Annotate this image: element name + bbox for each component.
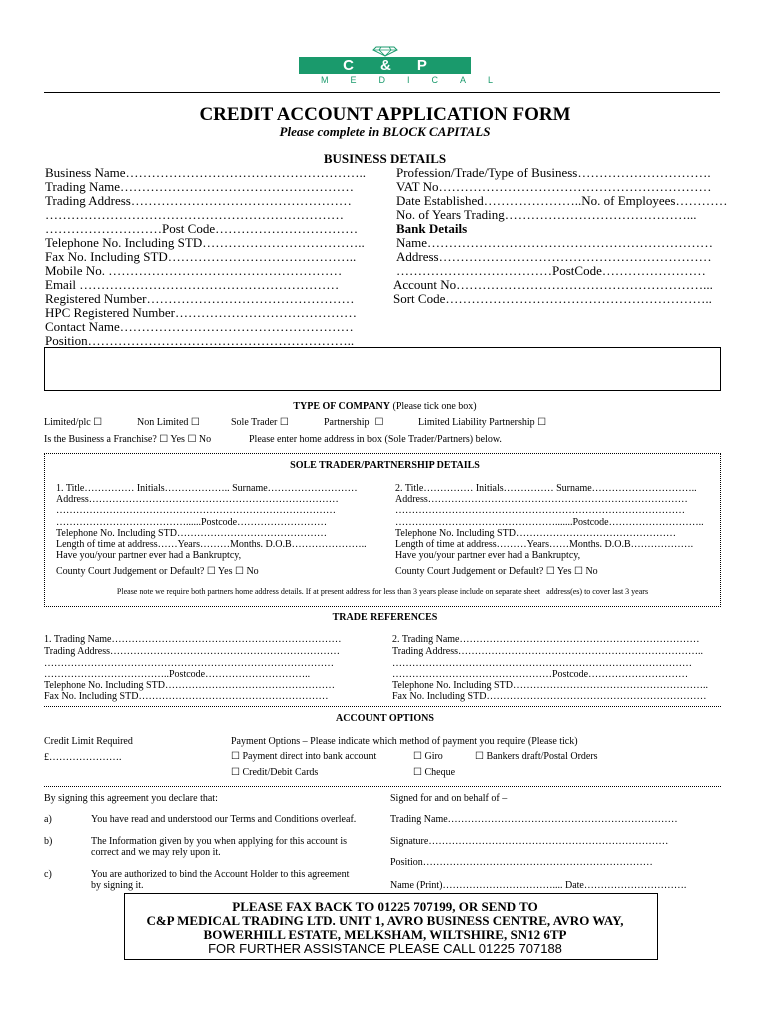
option-label: Giro <box>424 751 443 762</box>
home-address-note: Please enter home address in box (Sole Trader/Partners) below. <box>249 434 502 445</box>
checkbox-icon[interactable]: ☐ <box>206 566 216 577</box>
option-label: Partnership <box>324 417 370 428</box>
fax-back-line: PLEASE FAX BACK TO 01225 707199, OR SEND TO <box>232 899 538 914</box>
type-of-company-heading <box>0 402 770 412</box>
sort-code-field[interactable]: Sort Code…………………………………………………….. <box>393 291 712 306</box>
registered-number-field[interactable]: Registered Number………………………………………… <box>45 291 355 306</box>
assistance-phone-line: FOR FURTHER ASSISTANCE PLEASE CALL 01225 707188 <box>208 941 562 956</box>
sign-trading-name-field[interactable]: Trading Name…………………………………………………………… <box>390 814 678 825</box>
partner1-name-field[interactable]: 1. Title…………… Initials……………….. Surname……………………… <box>56 483 358 494</box>
checkbox-icon[interactable]: ☐ <box>93 417 103 428</box>
ref2-address-line2-field[interactable]: ……………………………………………………………………………… <box>392 658 692 669</box>
declaration-letter: b) <box>44 836 53 847</box>
option-label: Limited/plc <box>44 417 91 428</box>
position-field[interactable]: Position…………………………………………………….. <box>45 333 355 348</box>
partner2-length-dob-field[interactable]: Length of time at address………Years……Months. D.O.B………………. <box>395 539 694 550</box>
address-history-note: Please note we require both partners home address details. If at present address for less than 3 years please include on separate sheet address(es) to cover last 3 years <box>116 587 649 596</box>
type-of-company-note: (Please tick one box) <box>392 401 477 412</box>
option-label: Non Limited <box>137 417 189 428</box>
option-limited-plc[interactable] <box>44 418 102 428</box>
option-label: Credit/Debit Cards <box>242 767 319 778</box>
no-label: No <box>246 566 259 577</box>
option-partnership[interactable] <box>324 418 384 428</box>
ref2-postcode-field[interactable]: …………………………………………Postcode………………………… <box>392 669 689 680</box>
declaration-text: You are authorized to bind the Account Holder to this agreement <box>91 869 350 880</box>
sign-position-field[interactable]: Position…………………………………………………………… <box>390 857 653 868</box>
bank-details-heading: Bank Details <box>396 221 468 236</box>
partner1-telephone-field[interactable]: Telephone No. Including STD……………………………………… <box>56 528 327 539</box>
option-label: Limited Liability Partnership <box>418 417 535 428</box>
payment-options-label: Payment Options – Please indicate which method of payment you require (Please tick) <box>231 736 578 747</box>
ref2-trading-address-field[interactable]: Trading Address……………………………………………………………….. <box>392 646 704 657</box>
trading-name-field[interactable]: Trading Name……………………………………………… <box>45 179 354 194</box>
partner2-telephone-field[interactable]: Telephone No. Including STD………………………………………… <box>395 528 676 539</box>
partner1-address-field[interactable]: Address………………………………………………………………… <box>56 494 339 505</box>
yes-label: Yes <box>217 566 233 577</box>
yes-label: Yes <box>170 434 185 445</box>
option-llp[interactable] <box>418 418 546 428</box>
fax-field[interactable]: Fax No. Including STD…………………………………….. <box>45 249 357 264</box>
hpc-registered-number-field[interactable]: HPC Registered Number…………………………………… <box>45 305 357 320</box>
option-giro[interactable] <box>413 752 443 762</box>
ref1-postcode-field[interactable]: ………………………………..Postcode………………………….. <box>44 669 311 680</box>
bank-postcode-field[interactable]: ………………………………PostCode…………………… <box>396 263 706 278</box>
partner2-ccj-question <box>395 567 598 577</box>
credit-limit-label: Credit Limit Required <box>44 736 133 747</box>
vat-no-field[interactable]: VAT No……………………………………………………… <box>396 179 712 194</box>
partner2-name-field[interactable]: 2. Title…………… Initials…………… Surname………………………….. <box>395 483 697 494</box>
option-label: Bankers draft/Postal Orders <box>486 751 598 762</box>
franchise-label: Is the Business a Franchise? <box>44 434 157 445</box>
contact-name-field[interactable]: Contact Name……………………………………………… <box>45 319 354 334</box>
checkbox-icon[interactable]: ☐ <box>374 417 384 428</box>
partner2-bankruptcy-question: Have you/your partner ever had a Bankruptcy, <box>395 550 581 561</box>
option-label: Payment direct into bank account <box>242 751 377 762</box>
form-subtitle: Please complete in BLOCK CAPITALS <box>279 124 491 139</box>
partner2-address-field[interactable]: Address…………………………………………………………………… <box>395 494 688 505</box>
checkbox-icon[interactable]: ☐ <box>190 417 200 428</box>
checkbox-icon[interactable]: ☐ <box>537 417 547 428</box>
date-established-field[interactable]: Date Established…………………..No. of Employees………… <box>396 193 728 208</box>
option-non-limited[interactable] <box>137 418 200 428</box>
option-credit-debit-cards[interactable] <box>231 768 318 778</box>
declaration-text-cont: by signing it. <box>91 880 144 891</box>
profession-field[interactable]: Profession/Trade/Type of Business…………………………. <box>396 165 711 180</box>
bank-address-field[interactable]: Address……………………………………………………… <box>396 249 712 264</box>
no-label: No <box>198 434 212 445</box>
option-bankers-draft[interactable] <box>475 752 598 762</box>
trade-references-heading: TRADE REFERENCES <box>332 612 438 623</box>
option-label: Sole Trader <box>231 417 278 428</box>
post-code-field[interactable]: ………………………Post Code…………………………… <box>45 221 359 236</box>
option-sole-trader[interactable] <box>231 418 289 428</box>
checkbox-icon[interactable]: ☐ <box>234 566 244 577</box>
option-label: Cheque <box>424 767 456 778</box>
ref2-telephone-field[interactable]: Telephone No. Including STD………………………………………………….. <box>392 680 708 691</box>
diamond-icon <box>372 46 398 57</box>
trading-address-line2-field[interactable]: …………………………………………………………… <box>45 207 344 222</box>
partner1-bankruptcy-question: Have you/your partner ever had a Bankruptcy, <box>56 550 242 561</box>
declaration-text: You have read and understood our Terms and Conditions overleaf. <box>91 814 357 825</box>
partner2-address-line2-field[interactable]: …………………………………………………………………………… <box>395 505 685 516</box>
telephone-field[interactable]: Telephone No. Including STD……………………………….. <box>45 235 365 250</box>
trading-address-field[interactable]: Trading Address…………………………………………… <box>45 193 352 208</box>
declaration-text-cont: correct and we may rely upon it. <box>91 847 221 858</box>
company-address-line1: C&P MEDICAL TRADING LTD. UNIT 1, AVRO BUSINESS CENTRE, AVRO WAY, <box>146 913 624 928</box>
divider <box>44 786 721 787</box>
franchise-question <box>44 435 211 445</box>
declaration-letter: c) <box>44 869 52 880</box>
checkbox-icon[interactable]: ☐ <box>231 751 240 762</box>
ref1-trading-address-field[interactable]: Trading Address…………………………………………………………… <box>44 646 341 657</box>
signed-on-behalf-label: Signed for and on behalf of – <box>390 793 508 804</box>
logo-wordmark: C&P <box>343 57 453 74</box>
checkbox-icon[interactable]: ☐ <box>573 566 583 577</box>
partner1-postcode-field[interactable]: …………………………………......Postcode……………………… <box>56 517 328 528</box>
declaration-text: The Information given by you when applying for this account is <box>91 836 348 847</box>
ref1-telephone-field[interactable]: Telephone No. Including STD…………………………………………… <box>44 680 335 691</box>
checkbox-icon[interactable]: ☐ <box>545 566 555 577</box>
checkbox-icon[interactable]: ☐ <box>187 434 197 445</box>
logo-subtitle: MEDICAL <box>321 75 516 85</box>
no-label: No <box>585 566 598 577</box>
yes-label: Yes <box>556 566 572 577</box>
ref1-address-line2-field[interactable]: …………………………………………………………………………… <box>44 658 334 669</box>
account-options-heading: ACCOUNT OPTIONS <box>336 713 434 724</box>
print-name-date-field[interactable]: Name (Print)…………………………….... Date…………………………. <box>390 880 687 891</box>
business-notes-box[interactable] <box>44 347 721 391</box>
ref2-fax-field[interactable]: Fax No. Including STD………………………………………………………… <box>392 691 707 702</box>
sole-trader-heading: SOLE TRADER/PARTNERSHIP DETAILS <box>290 460 480 471</box>
partner1-address-line2-field[interactable]: ………………………………………………………………………… <box>56 505 336 516</box>
checkbox-icon[interactable]: ☐ <box>279 417 289 428</box>
option-bank-payment[interactable] <box>231 752 376 762</box>
header-rule <box>44 92 720 93</box>
email-field[interactable]: Email …………………………………………………… <box>45 277 340 292</box>
partner1-length-dob-field[interactable]: Length of time at address……Years………Months. D.O.B………………….. <box>56 539 367 550</box>
account-no-field[interactable]: Account No…………………………………………………... <box>393 277 713 292</box>
divider <box>44 706 721 707</box>
checkbox-icon[interactable]: ☐ <box>475 751 484 762</box>
ref1-trading-name-field[interactable]: 1. Trading Name…………………………………………………………… <box>44 634 342 645</box>
business-name-field[interactable]: Business Name……………………………………………….. <box>45 165 367 180</box>
credit-limit-field[interactable]: £…………………. <box>44 752 122 763</box>
checkbox-icon[interactable]: ☐ <box>413 767 422 778</box>
years-trading-field[interactable]: No. of Years Trading……………………………………... <box>396 207 697 222</box>
declaration-letter: a) <box>44 814 52 825</box>
option-cheque[interactable] <box>413 768 455 778</box>
business-details-heading: BUSINESS DETAILS <box>323 151 447 166</box>
form-title: CREDIT ACCOUNT APPLICATION FORM <box>199 104 571 125</box>
type-of-company-title: TYPE OF COMPANY <box>293 401 390 412</box>
declaration-intro: By signing this agreement you declare that: <box>44 793 218 804</box>
bank-name-field[interactable]: Name………………………………………………………… <box>396 235 714 250</box>
partner1-ccj-question <box>56 567 259 577</box>
checkbox-icon[interactable]: ☐ <box>159 434 169 445</box>
signature-field[interactable]: Signature……………………………………………………………… <box>390 836 669 847</box>
ccj-label: County Court Judgement or Default? <box>395 566 544 577</box>
mobile-field[interactable]: Mobile No. ……………………………………………… <box>45 263 343 278</box>
ref1-fax-field[interactable]: Fax No. Including STD………………………………………………… <box>44 691 329 702</box>
partner2-postcode-field[interactable]: ………………………………………….......Postcode……………………….. <box>395 517 704 528</box>
checkbox-icon[interactable]: ☐ <box>231 767 240 778</box>
ccj-label: County Court Judgement or Default? <box>56 566 205 577</box>
ref2-trading-name-field[interactable]: 2. Trading Name……………………………………………………………… <box>392 634 700 645</box>
checkbox-icon[interactable]: ☐ <box>413 751 422 762</box>
company-address-line2: BOWERHILL ESTATE, MELKSHAM, WILTSHIRE, SN12 6TP <box>203 927 567 942</box>
